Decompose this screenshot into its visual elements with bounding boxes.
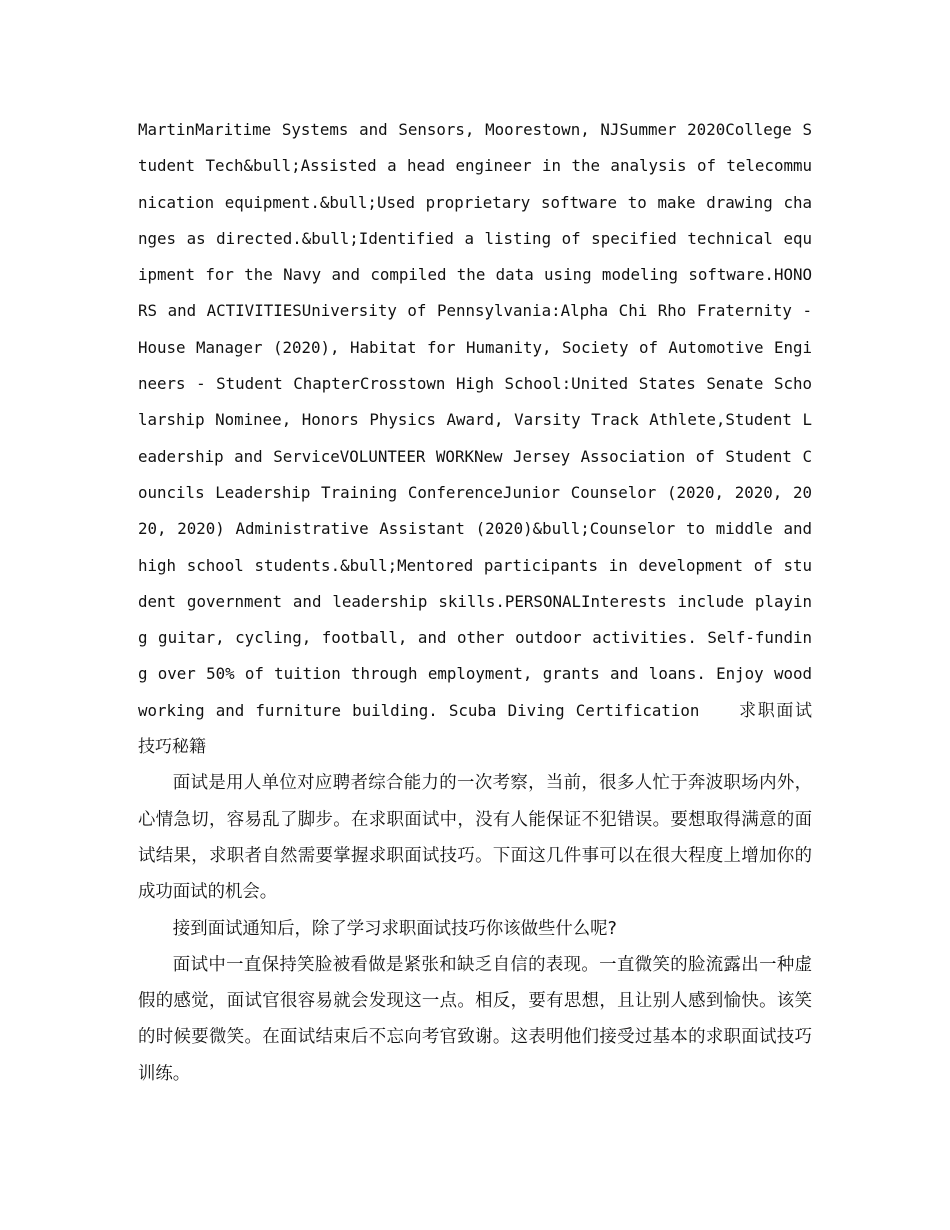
document-page xyxy=(138,112,812,1092)
article-title: 求职面试技巧秘籍 xyxy=(138,700,812,758)
paragraph-smile-advice: 面试中一直保持笑脸被看做是紧张和缺乏自信的表现。一直微笑的脸流露出一种虚假的感觉，面试官很容易就会发现这一点。相反，要有思想，且让别人感到愉快。该笑的时候要微笑。在面试结束后不忘向考官致谢。这表明他们接受过基本的求职面试技巧训练。 xyxy=(138,954,812,1084)
paragraph-intro: 面试是用人单位对应聘者综合能力的一次考察，当前，很多人忙于奔波职场内外，心情急切，容易乱了脚步。在求职面试中，没有人能保证不犯错误。要想取得满意的面试结果，求职者自然需要掌握求职面试技巧。下面这几件事可以在很大程度上增加你的成功面试的机会。 xyxy=(138,773,812,903)
paragraph-question: 接到面试通知后，除了学习求职面试技巧你该做些什么呢? xyxy=(172,918,617,939)
resume-text-block xyxy=(138,112,812,765)
resume-text: MartinMaritime Systems and Sensors, Moorestown, NJSummer 2020College Student Tech&bull;Assisted a head engineer in the analysis of telecommunication equipment.&bull;Used proprietary software to make drawing changes as directed.&bull;Identified a listing of specified technical equipment for the Navy and compiled the data using modeling software.HONORS and ACTIVITIESUniversity of Pennsylvania:Alpha Chi Rho Fraternity - House Manager (2020), Habitat for Humanity, Society of Automotive Engineers - Student ChapterCrosstown High School:United States Senate Scholarship Nominee, Honors Physics Award, Varsity Track Athlete,Student Leadership and ServiceVOLUNTEER WORKNew Jersey Association of Student Councils Leadership Training ConferenceJunior Counselor (2020, 2020, 2020, 2020) Administrative Assistant (2020)&bull;Counselor to middle and high school students.&bull;Mentored participants in development of student government and leadership skills.PERSONALInterests include playing guitar, cycling, football, and other outdoor activities. Self-funding over 50% of tuition through employment, grants and loans. Enjoy woodworking and furniture building. Scuba Diving Certification xyxy=(138,120,812,720)
